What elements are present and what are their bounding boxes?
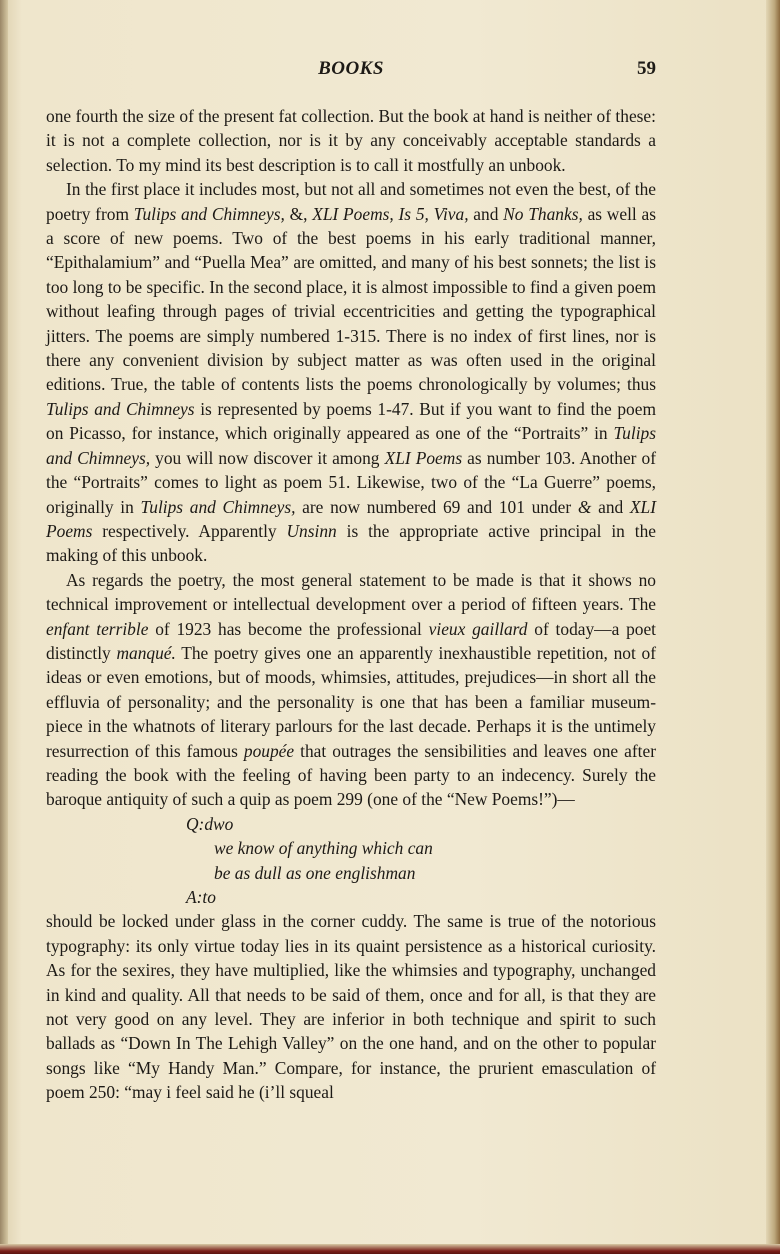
- text-run: are now numbered 69 and 101 under: [295, 496, 578, 517]
- text-run: as number 103. Another of the “Portraits” comes to light as poem 51. Likewise, two of the “La Guerre” poems, originally in: [46, 447, 657, 517]
- page-bottom-edge: [0, 1244, 780, 1254]
- text-run: &,: [284, 203, 313, 224]
- poem-line: be as dull as one englishman: [214, 862, 416, 883]
- poem-line: A:to: [186, 887, 216, 907]
- page-binding-edge: [0, 0, 8, 1254]
- paragraph-2: [46, 177, 656, 568]
- quoted-poem: [46, 812, 656, 910]
- term-manque: manqué.: [116, 642, 176, 663]
- page-number: 59: [637, 58, 656, 79]
- term-enfant-terrible: enfant terrible: [46, 618, 149, 639]
- title-xli-poems: XLI Poems: [46, 496, 657, 541]
- title-tulips-and-chimneys: Tulips and Chimneys: [46, 398, 195, 419]
- page-header: [46, 58, 656, 84]
- title-no-thanks: No Thanks,: [503, 203, 583, 224]
- body-text: [46, 104, 656, 1105]
- paragraph-1: [46, 104, 656, 177]
- text-run: is represented by poems 1-47. But if you want to find the poem on Picasso, for instance, which originally appeared as one of the “Portraits” in: [46, 398, 656, 444]
- term-poupee: poupée: [243, 740, 295, 761]
- text-run: As regards the poetry, the most general statement to be made is that it shows no technical improvement or intellectual development over a period of fifteen years. The: [46, 569, 656, 615]
- text-run: and: [468, 203, 504, 224]
- page-fore-edge: [766, 0, 780, 1254]
- text-run: and: [591, 496, 630, 517]
- titles-xli-is5-viva: XLI Poems, Is 5, Viva,: [312, 203, 469, 224]
- title-tulips-and-chimneys: Tulips and Chimneys,: [46, 423, 656, 468]
- text-run: In the first place it includes most, but not all and sometimes not even the best, of the poetry from: [46, 179, 656, 224]
- text-run: respectively. Apparently: [92, 520, 287, 541]
- term-vieux-gaillard: vieux gaillard: [428, 618, 528, 639]
- poem-line: we know of anything which can: [214, 838, 433, 859]
- text-run: one fourth the size of the present fat collection. But the book at hand is neither of these: it is not a complete collection, nor is it by any conceivably acceptable standards a selection. To my mind its best description is to call it mostfully an unbook.: [46, 106, 656, 175]
- title-tulips-and-chimneys: Tulips and Chimneys,: [133, 203, 285, 224]
- text-run: of 1923 has become the professional: [148, 618, 429, 639]
- title-tulips-and-chimneys: Tulips and Chimneys,: [140, 496, 296, 517]
- title-xli-poems: XLI Poems: [384, 447, 463, 468]
- text-run: The poetry gives one an apparently inexhaustible repetition, not of ideas or even emotions, but of moods, whimsies, attitudes, prejudices—in short all the effluvia of personality; and the personality is one that has been a familiar museum-piece in the whatnots of literary parlours for the last decade. Perhaps it is the untimely resurrection of this famous: [46, 642, 656, 761]
- text-run: is the appropriate active principal in the making of this unbook.: [46, 520, 656, 566]
- text-run: you will now discover it among: [150, 447, 385, 468]
- text-run: as well as a score of new poems. Two of the best poems in his early traditional manner, “Epithalamium” and “Puella Mea” are omitted, and many of his best sonnets; the list is too long to be specific. In the second place, it is almost impossible to find a given poem without leafing through pages of trivial eccentricities and getting the typographical jitters. The poems are simply numbered 1-315. There is no index of first lines, nor is there any convenient division by subject matter as was often used in the original editions. True, the table of contents lists the poems chronologically by volumes; thus: [46, 203, 656, 395]
- text-run: should be locked under glass in the corner cuddy. The same is true of the notorious typography: its only virtue today lies in its quaint persistence as a historical curiosity. As for the sexires, they have multiplied, like the whimsies and typography, unchanged in kind and quality. All that needs to be said of them, once and for all, is that they are not very good on any level. They are inferior in both technique and spirit to such ballads as “Down In The Lehigh Valley” on the one hand, and on the other to popular songs like “My Handy Man.” Compare, for instance, the prurient emasculation of poem 250: “may i feel said he (i’ll squeal: [46, 911, 656, 1103]
- paragraph-3: [46, 568, 656, 812]
- running-head: BOOKS: [318, 58, 384, 79]
- paragraph-4: [46, 909, 656, 1104]
- term-unsinn: Unsinn: [286, 520, 337, 541]
- text-run: that outrages the sensibilities and leaves one after reading the book with the feeling of having been party to an indecency. Surely the baroque antiquity of such a quip as poem 299 (one of the “New Poems!”)—: [46, 740, 657, 810]
- title-ampersand: &: [577, 496, 592, 517]
- poem-line: Q:dwo: [186, 813, 234, 834]
- text-run: of today—a poet distinctly: [46, 618, 657, 663]
